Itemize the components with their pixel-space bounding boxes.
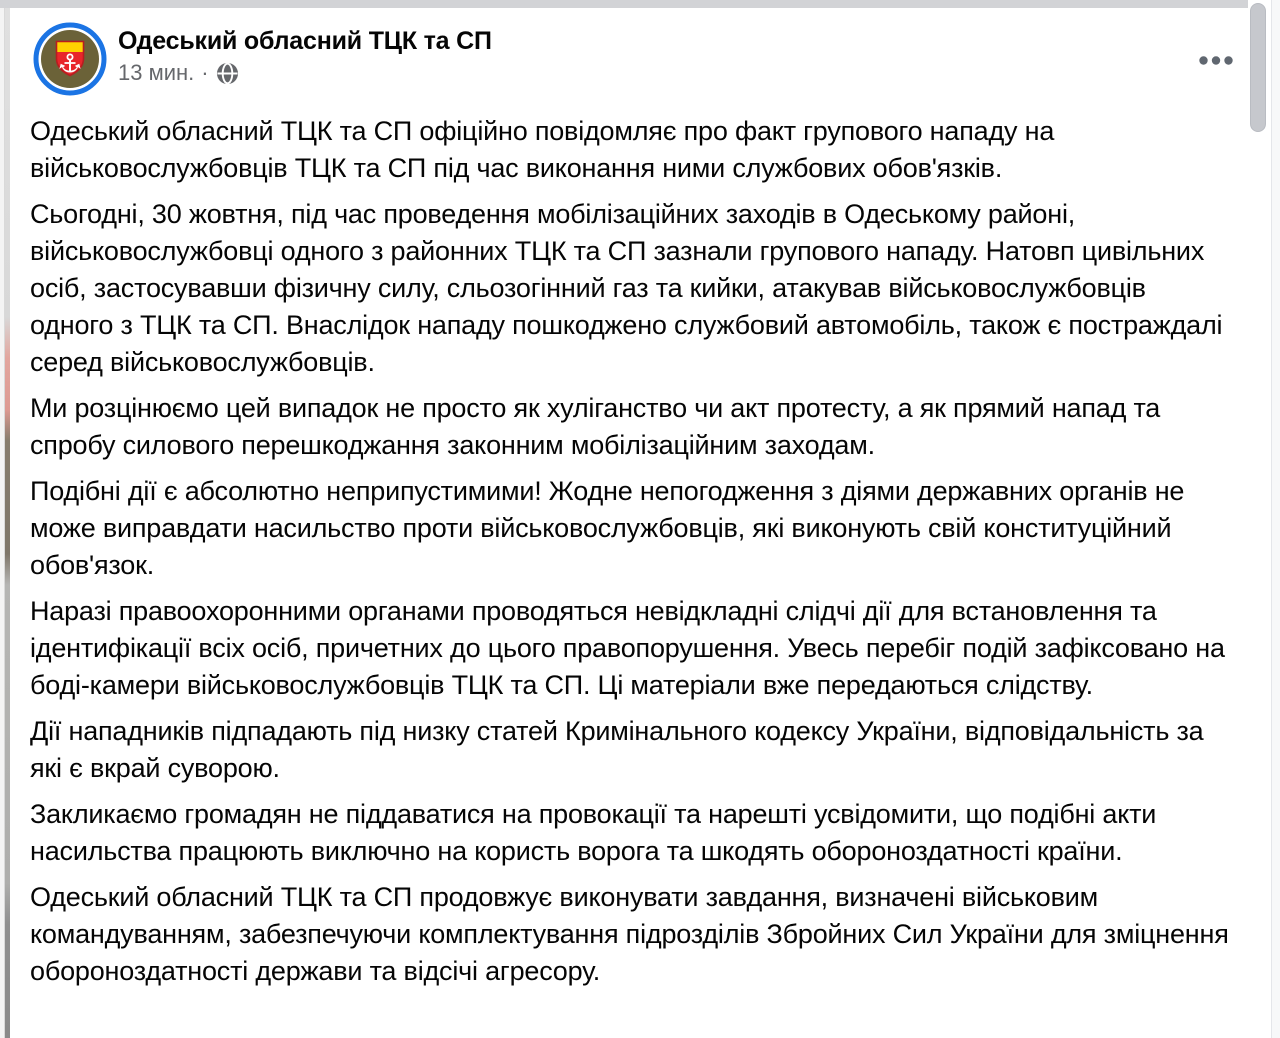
post-paragraph: Подібні дії є абсолютно неприпустимими! Жодне непогодження з діями державних органів не може виправдати насильство проти військовослужбовців, які виконують свій конституційний обов'язок. — [30, 476, 1185, 580]
post-paragraph: Наразі правоохоронними органами проводяться невідкладні слідчі дії для встановлення та ідентифікації всіх осіб, причетних до цього правопорушення. Увесь перебіг подій зафіксовано на боді-камери військовослужбовців ТЦК та СП. Ці матеріали вже передаються слідству. — [30, 596, 1225, 700]
three-dots-icon — [1199, 56, 1233, 65]
odesa-regional-tcc-emblem-icon — [33, 22, 107, 96]
post-paragraph: Ми розцінюємо цей випадок не просто як хуліганство чи акт протесту, а як прямий напад та спробу силового перешкоджання законним мобілізаційним заходам. — [30, 393, 1161, 460]
page-name-link[interactable]: Одеський обласний ТЦК та СП — [118, 27, 492, 55]
scrollbar-thumb[interactable] — [1250, 3, 1266, 132]
page-background-top-band — [0, 0, 1248, 8]
post-text — [10, 96, 1270, 990]
more-options-button[interactable] — [1195, 48, 1237, 73]
post-paragraph: Одеський обласний ТЦК та СП офіційно повідомляє про факт групового нападу на військовослужбовців ТЦК та СП під час виконання ними службових обов'язків. — [30, 116, 1055, 183]
post-header — [10, 8, 1270, 96]
post-paragraph: Одеський обласний ТЦК та СП продовжує виконувати завдання, визначені військовим командуванням, забезпечуючи комплектування підрозділів Збройних Сил України для зміцнення обороноздатності держави та відсічі агресору. — [30, 882, 1229, 986]
post-paragraph: Дії нападників підпадають під низку статей Кримінального кодексу України, відповідальність за які є вкрай суворою. — [30, 716, 1204, 783]
post-paragraph: Сьогодні, 30 жовтня, під час проведення мобілізаційних заходів в Одеському районі, військовослужбовці одного з районних ТЦК та СП зазнали групового нападу. Натовп цивільних осіб, застосувавши фізичну силу, сльозогінний газ та кийки, атакував військовослужбовців одного з ТЦК та СП. Внаслідок нападу пошкоджено службовий автомобіль, також є постраждалі серед військовослужбовців. — [30, 199, 1223, 377]
timestamp[interactable]: 13 мин. — [118, 60, 195, 85]
post-paragraph: Закликаємо громадян не піддаватися на провокації та нарешті усвідомити, що подібні акти насильства працюють виключно на користь ворога та шкодять обороноздатності країни. — [30, 799, 1157, 866]
post-header-text — [118, 22, 492, 86]
post-meta — [118, 60, 492, 86]
meta-separator: · — [201, 60, 209, 85]
post-card — [10, 8, 1270, 1038]
avatar[interactable] — [33, 22, 107, 96]
right-edge-gutter — [1271, 0, 1280, 1038]
globe-icon — [216, 62, 239, 85]
